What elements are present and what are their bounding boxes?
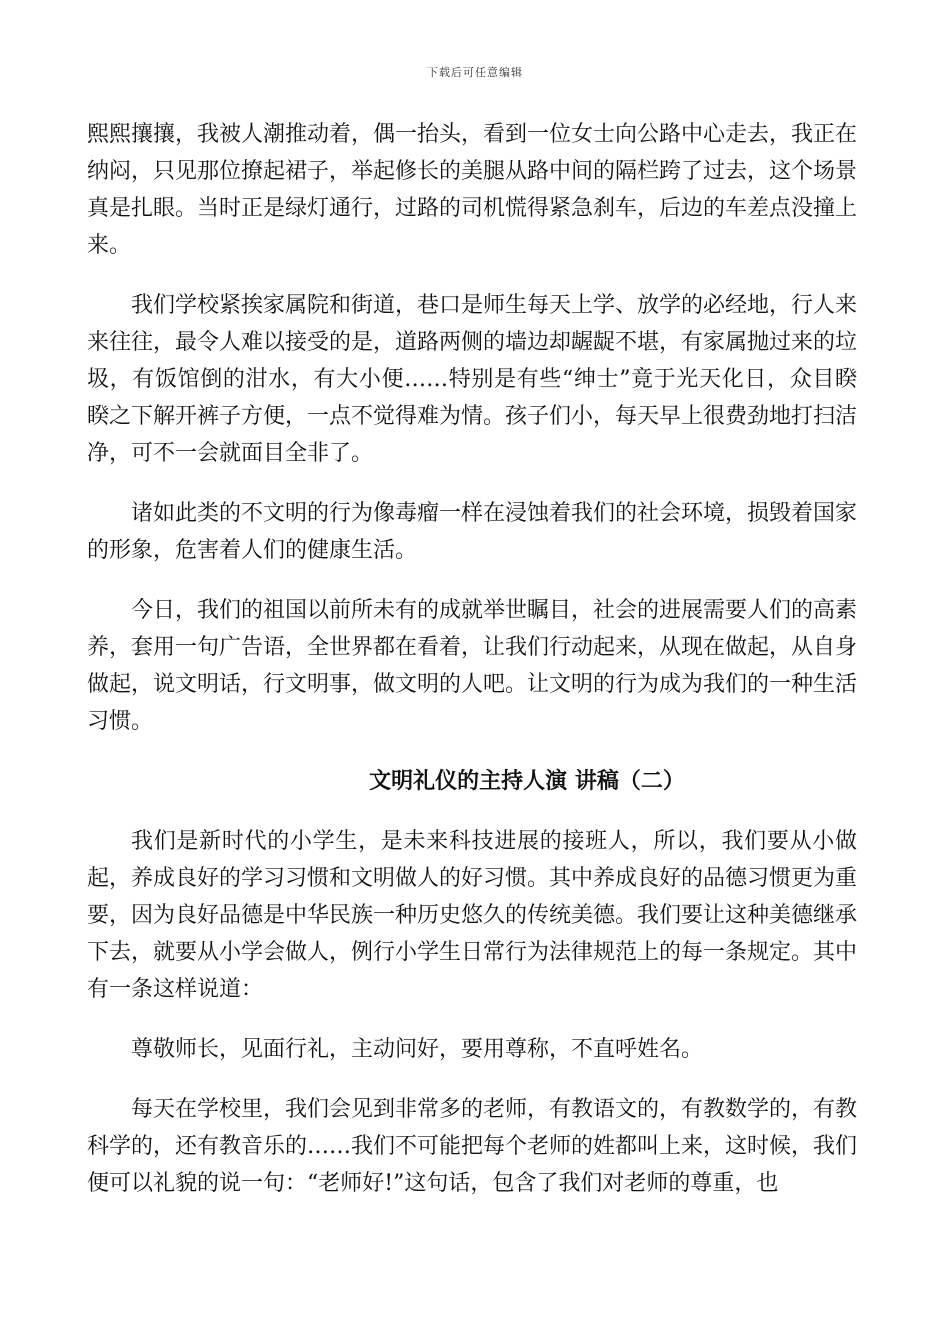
paragraph-7: 每天在学校里，我们会见到非常多的老师，有教语文的，有教数学的，有教科学的，还有教音乐的……我们不可能把每个老师的姓都叫上来，这时候，我们便可以礼貌的说一句：“老师好!”这句话，包含了我们对老师的尊重，也 [87, 1097, 858, 1196]
paragraph-4: 今日，我们的祖国以前所未有的成就举世瞩目，社会的进展需要人们的高素养，套用一句广告语，全世界都在看着，让我们行动起来，从现在做起，从自身做起，说文明话，行文明事，做文明的人吧。让文明的行为成为我们的一种生活习惯。 [87, 598, 858, 734]
section-title: 文明礼仪的主持人演 讲稿（二） [369, 768, 685, 794]
paragraph-1: 熙熙攘攘，我被人潮推动着，偶一抬头，看到一位女士向公路中心走去，我正在纳闷，只见那位撩起裙子，举起修长的美腿从路中间的隔栏跨了过去，这个场景真是扎眼。当时正是绿灯通行，过路的司机慌得紧急刹车，后边的车差点没撞上来。 [87, 122, 858, 258]
paragraph-2: 我们学校紧挨家属院和街道，巷口是师生每天上学、放学的必经地，行人来来往往，最令人难以接受的是，道路两侧的墙边却龌龊不堪，有家属抛过来的垃圾，有饭馆倒的泔水，有大小便……特别是有些“绅士”竟于光天化日，众目睽睽之下解开裤子方便，一点不觉得难为情。孩子们小，每天早上很费劲地打扫洁净，可不一会就面目全非了。 [87, 293, 858, 466]
paragraph-5: 我们是新时代的小学生，是未来科技进展的接班人，所以，我们要从小做起，养成良好的学习习惯和文明做人的好习惯。其中养成良好的品德习惯更为重要，因为良好品德是中华民族一种历史悠久的传统美德。我们要让这种美德继承下去，就要从小学会做人，例行小学生日常行为法律规范上的每一条规定。其中有一条这样说道： [87, 829, 858, 1002]
paragraph-3: 诸如此类的不文明的行为像毒瘤一样在浸蚀着我们的社会环境，损毁着国家的形象，危害着人们的健康生活。 [87, 501, 858, 563]
page-header: 下载后可任意编辑 [427, 66, 523, 79]
paragraph-6: 尊敬师长，见面行礼，主动问好，要用尊称，不直呼姓名。 [131, 1037, 704, 1062]
document-body [87, 116, 857, 1225]
